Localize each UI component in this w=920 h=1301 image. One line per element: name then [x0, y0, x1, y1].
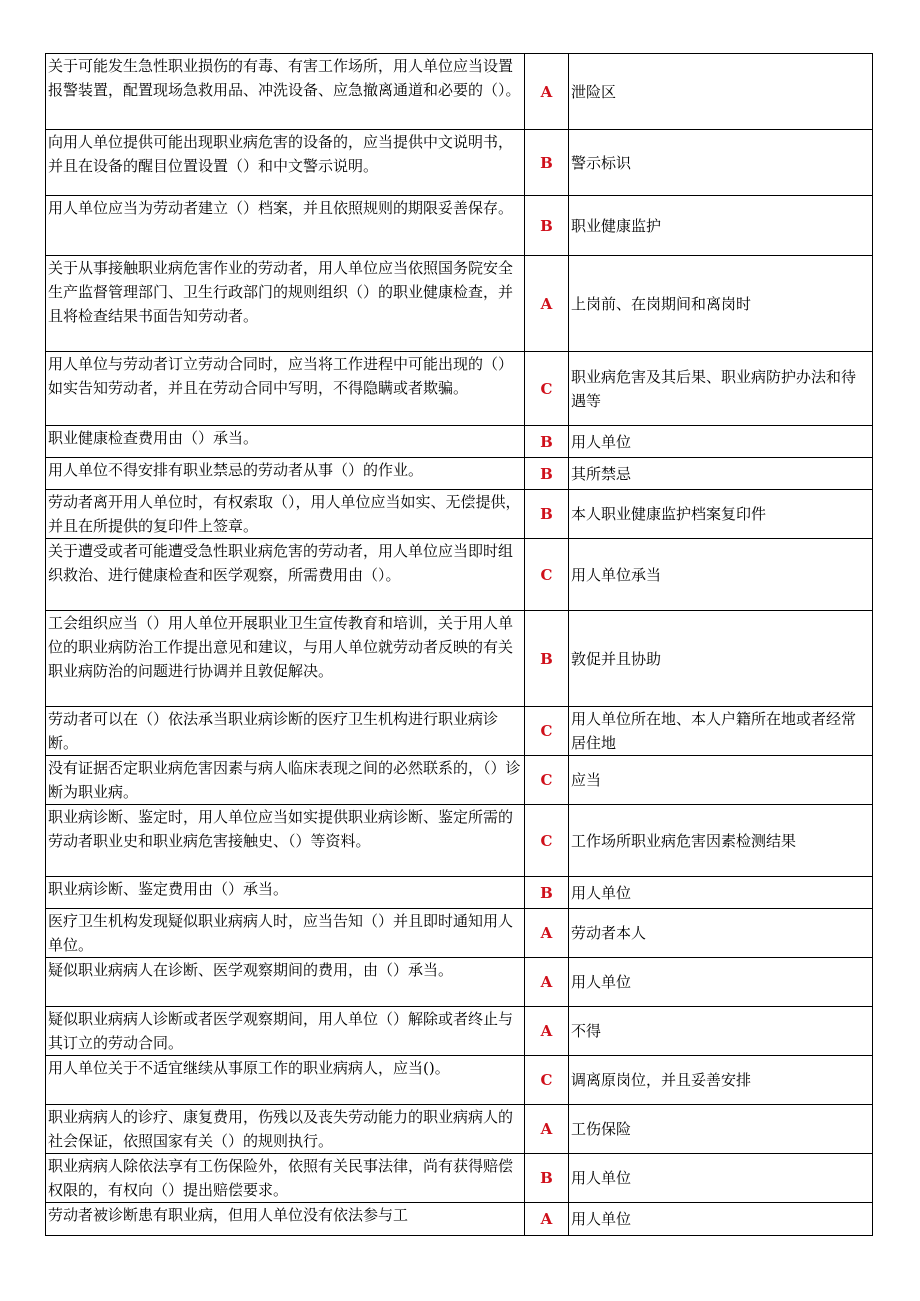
answer-key-cell: A — [525, 909, 569, 958]
answer-key-cell: A — [525, 958, 569, 1007]
answer-cell: 调离原岗位，并且妥善安排 — [569, 1056, 873, 1105]
question-table — [45, 53, 873, 1236]
table-row — [46, 1154, 873, 1203]
answer-cell: 用人单位 — [569, 1203, 873, 1236]
question-cell: 职业病诊断、鉴定费用由（）承当。 — [46, 877, 525, 909]
answer-key-cell: C — [525, 805, 569, 877]
answer-key-cell: B — [525, 196, 569, 256]
answer-cell: 泄险区 — [569, 54, 873, 130]
answer-cell: 劳动者本人 — [569, 909, 873, 958]
answer-cell: 用人单位承当 — [569, 539, 873, 611]
table-row — [46, 1105, 873, 1154]
question-cell: 关于遭受或者可能遭受急性职业病危害的劳动者，用人单位应当即时组织救治、进行健康检查和医学观察，所需费用由（）。 — [46, 539, 525, 611]
table-row — [46, 611, 873, 707]
table-row — [46, 458, 873, 490]
question-cell: 职业病病人的诊疗、康复费用，伤残以及丧失劳动能力的职业病病人的社会保证，依照国家有关（）的规则执行。 — [46, 1105, 525, 1154]
question-cell: 疑似职业病病人诊断或者医学观察期间，用人单位（）解除或者终止与其订立的劳动合同。 — [46, 1007, 525, 1056]
answer-cell: 用人单位 — [569, 426, 873, 458]
table-row — [46, 958, 873, 1007]
answer-cell: 职业病危害及其后果、职业病防护办法和待遇等 — [569, 352, 873, 426]
answer-cell: 工伤保险 — [569, 1105, 873, 1154]
table-row — [46, 909, 873, 958]
answer-key-cell: B — [525, 458, 569, 490]
answer-cell: 应当 — [569, 756, 873, 805]
answer-cell: 工作场所职业病危害因素检测结果 — [569, 805, 873, 877]
answer-cell: 本人职业健康监护档案复印件 — [569, 490, 873, 539]
answer-cell: 警示标识 — [569, 130, 873, 196]
answer-key-cell: C — [525, 1056, 569, 1105]
question-cell: 职业病病人除依法享有工伤保险外，依照有关民事法律，尚有获得赔偿权限的，有权向（）提出赔偿要求。 — [46, 1154, 525, 1203]
answer-key-cell: B — [525, 877, 569, 909]
question-cell: 关于从事接触职业病危害作业的劳动者，用人单位应当依照国务院安全生产监督管理部门、卫生行政部门的规则组织（）的职业健康检查，并且将检查结果书面告知劳动者。 — [46, 256, 525, 352]
answer-cell: 职业健康监护 — [569, 196, 873, 256]
table-row — [46, 805, 873, 877]
answer-key-cell: C — [525, 539, 569, 611]
table-row — [46, 256, 873, 352]
answer-key-cell: A — [525, 1007, 569, 1056]
answer-key-cell: B — [525, 611, 569, 707]
answer-cell: 用人单位 — [569, 877, 873, 909]
table-row — [46, 1203, 873, 1236]
question-cell: 职业健康检查费用由（）承当。 — [46, 426, 525, 458]
answer-key-cell: A — [525, 256, 569, 352]
answer-cell: 用人单位 — [569, 958, 873, 1007]
answer-key-cell: C — [525, 756, 569, 805]
answer-key-cell: B — [525, 490, 569, 539]
table-row — [46, 490, 873, 539]
answer-cell: 用人单位所在地、本人户籍所在地或者经常居住地 — [569, 707, 873, 756]
question-cell: 劳动者可以在（）依法承当职业病诊断的医疗卫生机构进行职业病诊断。 — [46, 707, 525, 756]
answer-cell: 不得 — [569, 1007, 873, 1056]
question-cell: 医疗卫生机构发现疑似职业病病人时，应当告知（）并且即时通知用人单位。 — [46, 909, 525, 958]
table-row — [46, 352, 873, 426]
answer-cell: 用人单位 — [569, 1154, 873, 1203]
question-cell: 向用人单位提供可能出现职业病危害的设备的，应当提供中文说明书，并且在设备的醒目位置设置（）和中文警示说明。 — [46, 130, 525, 196]
table-row — [46, 707, 873, 756]
question-cell: 关于可能发生急性职业损伤的有毒、有害工作场所，用人单位应当设置报警装置，配置现场急救用品、冲洗设备、应急撤离通道和必要的（）。 — [46, 54, 525, 130]
table-row — [46, 196, 873, 256]
table-row — [46, 539, 873, 611]
table-row — [46, 756, 873, 805]
answer-key-cell: A — [525, 1203, 569, 1236]
answer-key-cell: A — [525, 54, 569, 130]
question-cell: 用人单位关于不适宜继续从事原工作的职业病病人，应当()。 — [46, 1056, 525, 1105]
answer-key-cell: B — [525, 426, 569, 458]
answer-cell: 敦促并且协助 — [569, 611, 873, 707]
question-cell: 用人单位应当为劳动者建立（）档案，并且依照规则的期限妥善保存。 — [46, 196, 525, 256]
question-cell: 工会组织应当（）用人单位开展职业卫生宣传教育和培训，关于用人单位的职业病防治工作提出意见和建议，与用人单位就劳动者反映的有关职业病防治的问题进行协调并且敦促解决。 — [46, 611, 525, 707]
question-cell: 劳动者离开用人单位时，有权索取（），用人单位应当如实、无偿提供，并且在所提供的复印件上签章。 — [46, 490, 525, 539]
question-cell: 疑似职业病病人在诊断、医学观察期间的费用，由（）承当。 — [46, 958, 525, 1007]
table-row — [46, 1007, 873, 1056]
answer-key-cell: B — [525, 130, 569, 196]
table-row — [46, 426, 873, 458]
question-cell: 没有证据否定职业病危害因素与病人临床表现之间的必然联系的，（）诊断为职业病。 — [46, 756, 525, 805]
table-row — [46, 1056, 873, 1105]
answer-key-cell: C — [525, 352, 569, 426]
answer-cell: 上岗前、在岗期间和离岗时 — [569, 256, 873, 352]
answer-key-cell: C — [525, 707, 569, 756]
table-row — [46, 54, 873, 130]
answer-key-cell: B — [525, 1154, 569, 1203]
answer-cell: 其所禁忌 — [569, 458, 873, 490]
table-row — [46, 877, 873, 909]
question-cell: 用人单位不得安排有职业禁忌的劳动者从事（）的作业。 — [46, 458, 525, 490]
question-cell: 职业病诊断、鉴定时，用人单位应当如实提供职业病诊断、鉴定所需的劳动者职业史和职业病危害接触史、（）等资料。 — [46, 805, 525, 877]
question-cell: 劳动者被诊断患有职业病，但用人单位没有依法参与工 — [46, 1203, 525, 1236]
table-row — [46, 130, 873, 196]
answer-key-cell: A — [525, 1105, 569, 1154]
question-cell: 用人单位与劳动者订立劳动合同时，应当将工作进程中可能出现的（）如实告知劳动者，并且在劳动合同中写明，不得隐瞒或者欺骗。 — [46, 352, 525, 426]
